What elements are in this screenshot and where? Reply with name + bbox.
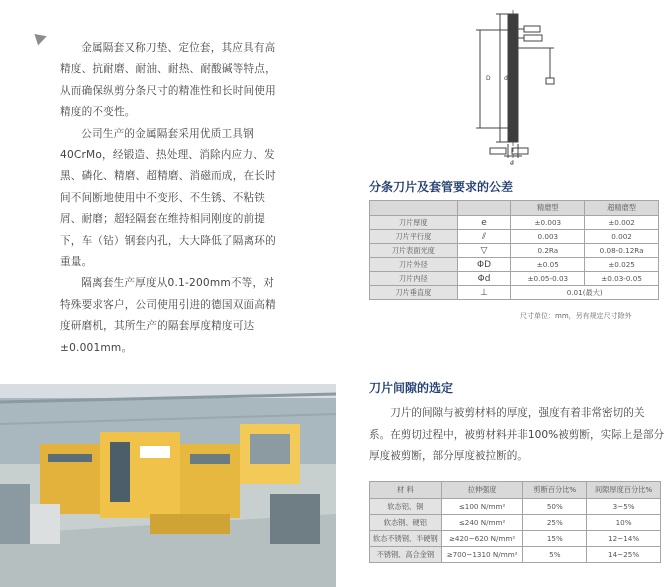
table-row xyxy=(370,244,659,258)
header-cell: 精磨型 xyxy=(511,201,585,216)
factory-photo xyxy=(0,384,336,587)
cell: 10% xyxy=(587,515,661,531)
table-row xyxy=(370,547,661,563)
header-cell: 拉伸强度 xyxy=(441,482,523,499)
cell: 14~25% xyxy=(587,547,661,563)
cell: ±0.002 xyxy=(585,216,659,230)
cell: ≤240 N/mm² xyxy=(441,515,523,531)
thickness-e-label: e xyxy=(510,160,514,167)
tolerance-symbol-icon: e xyxy=(457,216,511,230)
cell: 25% xyxy=(523,515,587,531)
table-header-row xyxy=(370,482,661,499)
cell: ≥700~1310 N/mm² xyxy=(441,547,523,563)
table-row xyxy=(370,258,659,272)
header-cell: 间隙厚度百分比% xyxy=(587,482,661,499)
row-label: 软态不锈钢、半硬钢 xyxy=(370,531,442,547)
cell: 3~5% xyxy=(587,499,661,515)
row-label: 刀片表面光度 xyxy=(370,244,458,258)
tolerance-symbol-icon: ⊥ xyxy=(457,286,511,300)
intro-paragraph: 隔离套生产厚度从0.1-200mm不等，对特殊要求客户，公司使用引进的德国双面高精度研磨机，其所生产的隔套厚度精度可达±0.001mm。 xyxy=(60,277,276,354)
table-row xyxy=(370,499,661,515)
intro-paragraph: 金属隔套又称刀垫、定位套，其应具有高精度、抗耐磨、耐油、耐热、耐酸碱等特点，从而确保纵剪分条尺寸的精准性和长时间使用精度的不变性。 xyxy=(60,42,276,119)
diameter-d-label: D xyxy=(486,75,491,82)
cell: ≥420~620 N/mm² xyxy=(441,531,523,547)
tolerance-table xyxy=(369,200,659,300)
header-cell: 材 料 xyxy=(370,482,442,499)
gap-title: 刀片间隙的选定 xyxy=(369,381,454,395)
header-cell xyxy=(370,201,458,216)
table-row xyxy=(370,286,659,300)
cell: ±0.025 xyxy=(585,258,659,272)
row-label: 软态铝、铜 xyxy=(370,499,442,515)
table-header-row xyxy=(370,201,659,216)
intro-text xyxy=(60,38,276,359)
gap-table xyxy=(369,481,661,563)
row-label: 刀片外径 xyxy=(370,258,458,272)
row-label: 刀片垂直度 xyxy=(370,286,458,300)
arrow-marker-icon xyxy=(34,31,48,46)
tolerance-title: 分条刀片及套管要求的公差 xyxy=(369,180,514,194)
tolerance-symbol-icon: Φd xyxy=(457,272,511,286)
header-cell: 剪断百分比% xyxy=(523,482,587,499)
blade-technical-drawing xyxy=(460,8,570,168)
table-row xyxy=(370,531,661,547)
cell: 50% xyxy=(523,499,587,515)
header-cell: 超精磨型 xyxy=(585,201,659,216)
tolerance-symbol-icon: ΦD xyxy=(457,258,511,272)
diameter-d-inner-label: d xyxy=(504,75,508,82)
table-row xyxy=(370,216,659,230)
cell: 0.01(最大) xyxy=(511,286,659,300)
header-cell xyxy=(457,201,511,216)
table-row xyxy=(370,272,659,286)
cell: 0.08-0.12Ra xyxy=(585,244,659,258)
cell: 0.003 xyxy=(511,230,585,244)
row-label: 不锈钢、高合金钢 xyxy=(370,547,442,563)
cell: 0.2Ra xyxy=(511,244,585,258)
row-label: 刀片内径 xyxy=(370,272,458,286)
row-label: 刀片平行度 xyxy=(370,230,458,244)
row-label: 软态钢、硬铝 xyxy=(370,515,442,531)
cell: ≤100 N/mm² xyxy=(441,499,523,515)
cell: 15% xyxy=(523,531,587,547)
cell: ±0.05-0.03 xyxy=(511,272,585,286)
intro-paragraph: 公司生产的金属隔套采用优质工具钢40CrMo，经锻造、热处理、消除内应力、发黑、磷化、精磨、超精磨、消磁而成，在长时间不间断地使用中不变形、不生锈、不粘铁屑、耐磨；超轻隔套在维持相同刚度的前提下，车（钻）钢套内孔，大大降低了隔离环的重量。 xyxy=(60,127,276,269)
table-row xyxy=(370,515,661,531)
tolerance-symbol-icon: ⫽ xyxy=(457,230,511,244)
cell: 12~14% xyxy=(587,531,661,547)
cell: 0.002 xyxy=(585,230,659,244)
row-label: 刀片厚度 xyxy=(370,216,458,230)
unit-note: 尺寸单位：mm，另有规定尺寸除外 xyxy=(520,312,632,320)
cell: 5% xyxy=(523,547,587,563)
tolerance-symbol-icon: ▽ xyxy=(457,244,511,258)
gap-description: 刀片的间隙与被剪材料的厚度，强度有着非常密切的关系。在剪切过程中，被剪材料并非100%被剪断，实际上是部分厚度被剪断，部分厚度被拉断的。 xyxy=(369,407,665,463)
cell: ±0.03-0.05 xyxy=(585,272,659,286)
cell: ±0.003 xyxy=(511,216,585,230)
cell: ±0.05 xyxy=(511,258,585,272)
table-row xyxy=(370,230,659,244)
